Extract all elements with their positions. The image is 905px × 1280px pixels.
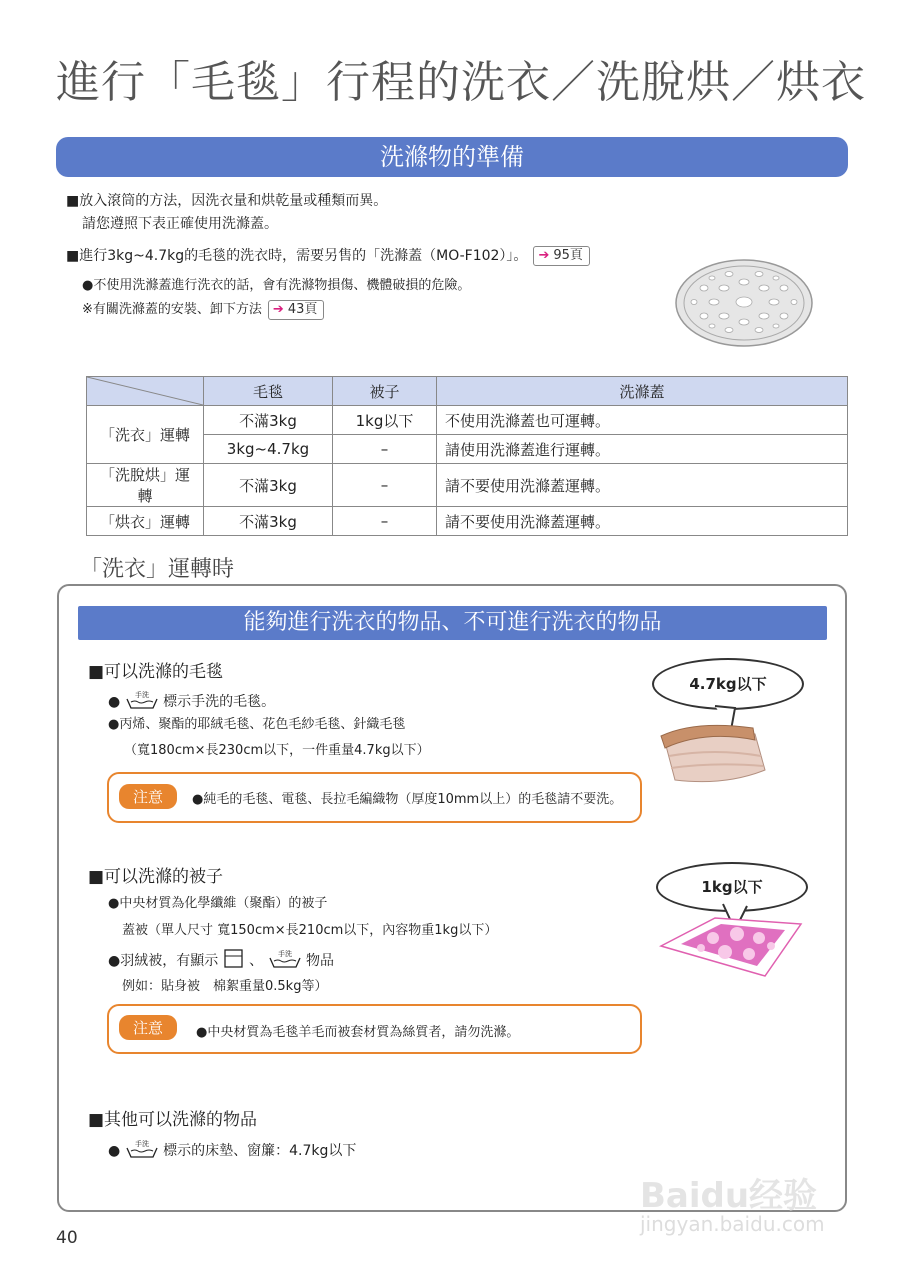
quilts-item-3-text-a: ●羽絨被，有顯示 <box>108 953 219 969</box>
blankets-caution-badge <box>119 784 177 809</box>
quilt-illustration <box>655 900 805 980</box>
page-ref-95-label: 95頁 <box>553 248 583 263</box>
table-cell-blanket: 不滿3kg <box>204 507 333 536</box>
hand-wash-icon <box>125 690 159 714</box>
bullet: ● <box>108 1143 121 1159</box>
table-cell-cover: 不使用洗滌蓋也可運轉。 <box>437 406 848 435</box>
watermark-logo: Baidu经验 <box>640 1176 818 1216</box>
prep-line-5 <box>82 298 324 320</box>
folded-blanket-illustration <box>655 700 775 790</box>
quilts-item-4: 例如：貼身被 棉絮重量0.5kg等） <box>122 979 328 994</box>
blankets-item-3: （寬180cm×長230cm以下，一件重量4.7kg以下） <box>124 743 430 758</box>
prep-section-bar: 洗滌物的準備 <box>56 137 848 177</box>
quilts-caution-text: ●中央材質為毛毯羊毛而被套材質為絲質者，請勿洗滌。 <box>196 1025 520 1040</box>
blankets-heading: ■可以洗滌的毛毯 <box>88 662 224 682</box>
hand-wash-icon-label: 手洗 <box>134 1140 149 1148</box>
quilts-item-3 <box>108 948 334 974</box>
table-cell-quilt: – <box>333 507 437 536</box>
quilt-weight-bubble: 1kg以下 <box>656 862 808 912</box>
hand-wash-icon-label: 手洗 <box>134 691 149 699</box>
quilts-item-3-text-c: 物品 <box>306 953 335 969</box>
blankets-caution-text: ●純毛的毛毯、電毯、長拉毛編織物（厚度10mm以上）的毛毯請不要洗。 <box>192 792 623 807</box>
others-item-1 <box>108 1139 356 1163</box>
wash-section-label: 「洗衣」運轉時 <box>80 557 235 582</box>
quilts-item-2: 蓋被（單人尺寸 寬150cm×長210cm以下，內容物重1kg以下） <box>122 923 498 938</box>
prep-line-4: ●不使用洗滌蓋進行洗衣的話，會有洗滌物損傷、機體破損的危險。 <box>82 278 471 293</box>
table-cell-quilt: – <box>333 464 437 507</box>
table-header-blanket: 毛毯 <box>204 377 333 406</box>
table-cell-quilt: 1kg以下 <box>333 406 437 435</box>
hand-wash-icon-label: 手洗 <box>277 950 292 958</box>
table-cell-blanket: 不滿3kg <box>204 406 333 435</box>
caution-label: 注意 <box>119 1015 177 1040</box>
blankets-item-1-text: 標示手洗的毛毯。 <box>163 694 276 710</box>
table-header-quilt: 被子 <box>333 377 437 406</box>
table-cell-quilt: – <box>333 435 437 464</box>
table-cell-blanket: 不滿3kg <box>204 464 333 507</box>
table-cell-cover: 請不要使用洗滌蓋運轉。 <box>437 507 848 536</box>
hand-wash-icon <box>268 949 302 973</box>
quilts-item-1: ●中央材質為化學纖維（聚酯）的被子 <box>108 896 328 911</box>
prep-line-3 <box>66 245 590 266</box>
quilts-item-3-text-b: 、 <box>249 953 264 969</box>
others-item-1-text: 標示的床墊、窗簾：4.7kg以下 <box>163 1143 357 1159</box>
prep-line-3-text: ■進行3kg~4.7kg的毛毯的洗衣時，需要另售的「洗滌蓋（MO-F102）」。 <box>66 248 528 264</box>
blankets-item-1 <box>108 690 275 714</box>
table-row <box>87 464 848 507</box>
arrow-right-icon: ➔ <box>538 248 550 263</box>
page-ref-95[interactable] <box>533 246 589 266</box>
table-header-corner <box>87 377 204 406</box>
quilts-caution-badge <box>119 1015 177 1040</box>
wash-cover-table <box>86 376 848 536</box>
table-header-row <box>87 377 848 406</box>
wash-cover-illustration <box>674 258 814 348</box>
quilts-heading: ■可以洗滌的被子 <box>88 867 224 887</box>
page-title: 進行「毛毯」行程的洗衣／洗脫烘／烘衣 <box>56 57 866 108</box>
table-header-cover: 洗滌蓋 <box>437 377 848 406</box>
diagonal-line <box>87 377 203 405</box>
prep-line-1: ■放入滾筒的方法，因洗衣量和烘乾量或種類而異。 <box>66 193 388 209</box>
watermark-url: jingyan.baidu.com <box>640 1212 825 1236</box>
table-cell-cover: 請不要使用洗滌蓋運轉。 <box>437 464 848 507</box>
caution-label: 注意 <box>119 784 177 809</box>
page-number: 40 <box>56 1228 78 1248</box>
prep-line-2: 請您遵照下表正確使用洗滌蓋。 <box>82 216 278 232</box>
table-cell-blanket: 3kg~4.7kg <box>204 435 333 464</box>
blankets-item-2: ●丙烯、聚酯的耶絨毛毯、花色毛紗毛毯、針織毛毯 <box>108 717 406 732</box>
arrow-right-icon: ➔ <box>272 301 284 317</box>
hand-wash-icon <box>125 1139 159 1163</box>
table-row <box>87 507 848 536</box>
washable-items-bar: 能夠進行洗衣的物品、不可進行洗衣的物品 <box>78 606 827 640</box>
prep-line-5-text: ※有關洗滌蓋的安裝、卸下方法 <box>82 302 262 317</box>
table-cell-mode: 「烘衣」運轉 <box>87 507 204 536</box>
table-cell-mode: 「洗衣」運轉 <box>87 406 204 464</box>
table-cell-cover: 請使用洗滌蓋進行運轉。 <box>437 435 848 464</box>
others-heading: ■其他可以洗滌的物品 <box>88 1110 258 1130</box>
page-ref-43-label: 43頁 <box>287 301 318 317</box>
table-row <box>87 406 848 435</box>
tumble-dry-icon <box>223 948 245 974</box>
blanket-weight-bubble: 4.7kg以下 <box>652 658 804 710</box>
page-ref-43[interactable] <box>268 300 324 320</box>
bullet: ● <box>108 694 121 710</box>
table-cell-mode: 「洗脫烘」運轉 <box>87 464 204 507</box>
